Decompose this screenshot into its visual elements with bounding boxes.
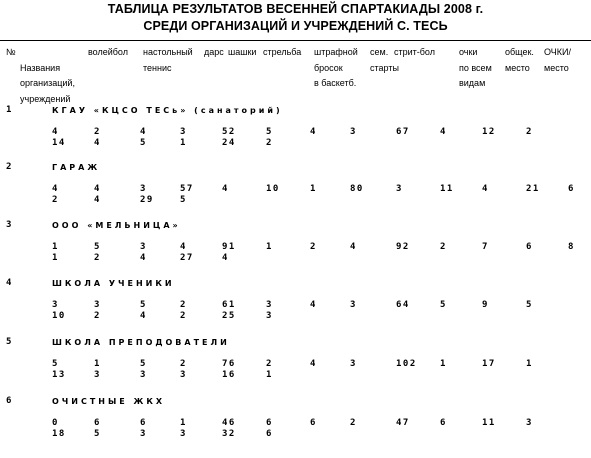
place-cell: 3 bbox=[180, 429, 187, 439]
place-cell: 2 bbox=[52, 195, 59, 205]
score-cell: 46 bbox=[222, 418, 236, 428]
place-cell: 2 bbox=[266, 138, 273, 148]
header-text: сем. bbox=[370, 47, 389, 57]
place-cell: 3 bbox=[140, 370, 147, 380]
score-cell: 5 bbox=[140, 300, 147, 310]
header-overall-place bbox=[505, 45, 534, 76]
score-cell: 4 bbox=[180, 242, 187, 252]
score-cell: 12 bbox=[482, 127, 496, 137]
score-cell: 6 bbox=[310, 418, 317, 428]
header-shooting bbox=[263, 45, 301, 61]
score-cell: 2 bbox=[310, 242, 317, 252]
header-text: видам bbox=[459, 78, 486, 88]
score-cell: 2 bbox=[94, 127, 101, 137]
score-cell: 5 bbox=[440, 300, 447, 310]
score-cell: 3 bbox=[350, 359, 357, 369]
score-cell: 76 bbox=[222, 359, 236, 369]
header-darts bbox=[204, 45, 224, 61]
score-cell: 1 bbox=[52, 242, 59, 252]
score-cell: 3 bbox=[526, 418, 533, 428]
organization-name: ООО «МЕЛЬНИЦА» bbox=[52, 221, 181, 230]
place-cell: 1 bbox=[52, 253, 59, 263]
place-cell: 1 bbox=[266, 370, 273, 380]
score-cell: 3 bbox=[396, 184, 403, 194]
score-cell: 1 bbox=[94, 359, 101, 369]
score-cell: 47 bbox=[396, 418, 410, 428]
place-cell: 14 bbox=[52, 138, 66, 148]
place-cell: 4 bbox=[140, 311, 147, 321]
score-cell: 3 bbox=[350, 300, 357, 310]
score-cell: 3 bbox=[350, 127, 357, 137]
header-text: Названия bbox=[20, 62, 61, 73]
score-cell: 2 bbox=[180, 359, 187, 369]
header-text: место bbox=[544, 62, 569, 73]
score-cell: 1 bbox=[180, 418, 187, 428]
place-cell: 16 bbox=[222, 370, 236, 380]
header-text: стрит-бол bbox=[394, 47, 435, 57]
place-cell: 3 bbox=[180, 370, 187, 380]
score-cell: 6 bbox=[526, 242, 533, 252]
row-number: 2 bbox=[6, 162, 13, 172]
header-text: стрельба bbox=[263, 47, 302, 57]
score-cell: 21 bbox=[526, 184, 540, 194]
place-cell: 5 bbox=[180, 195, 187, 205]
score-cell: 4 bbox=[52, 184, 59, 194]
score-cell: 11 bbox=[482, 418, 496, 428]
place-cell: 27 bbox=[180, 253, 194, 263]
score-cell: 17 bbox=[482, 359, 496, 369]
place-cell: 18 bbox=[52, 429, 66, 439]
score-cell: 91 bbox=[222, 242, 236, 252]
place-cell: 10 bbox=[52, 311, 66, 321]
place-cell: 24 bbox=[222, 138, 236, 148]
place-cell: 2 bbox=[180, 311, 187, 321]
score-cell: 67 bbox=[396, 127, 410, 137]
score-cell: 80 bbox=[350, 184, 364, 194]
score-cell: 4 bbox=[350, 242, 357, 252]
score-cell: 1 bbox=[440, 359, 447, 369]
header-table-tennis bbox=[143, 45, 193, 76]
header-text: волейбол bbox=[88, 47, 128, 57]
header-text: очки bbox=[459, 47, 478, 57]
place-cell: 5 bbox=[94, 429, 101, 439]
score-cell: 6 bbox=[568, 184, 575, 194]
score-cell: 4 bbox=[222, 184, 229, 194]
organization-name: ШКОЛА УЧЕНИКИ bbox=[52, 279, 175, 288]
place-cell: 6 bbox=[266, 429, 273, 439]
header-text: ОЧКИ/ bbox=[544, 47, 572, 57]
score-cell: 4 bbox=[310, 300, 317, 310]
score-cell: 5 bbox=[94, 242, 101, 252]
header-text: организаций, bbox=[20, 78, 75, 88]
document-title-line-1: ТАБЛИЦА РЕЗУЛЬТАТОВ ВЕСЕННЕЙ СПАРТАКИАДЫ 2008 г. bbox=[107, 2, 484, 16]
header-checkers bbox=[228, 45, 256, 61]
header-free-throw bbox=[314, 45, 358, 92]
score-cell: 4 bbox=[310, 359, 317, 369]
header-text: общек. bbox=[505, 47, 534, 57]
organization-name: ГАРАЖ bbox=[52, 163, 101, 172]
score-cell: 52 bbox=[222, 127, 236, 137]
place-cell: 4 bbox=[94, 138, 101, 148]
header-total-points bbox=[459, 45, 492, 92]
score-cell: 8 bbox=[568, 242, 575, 252]
header-name bbox=[6, 45, 75, 107]
score-cell: 3 bbox=[52, 300, 59, 310]
score-cell: 11 bbox=[440, 184, 454, 194]
place-cell: 4 bbox=[140, 253, 147, 263]
header-text: настольный bbox=[143, 47, 193, 57]
place-cell: 2 bbox=[94, 311, 101, 321]
score-cell: 4 bbox=[440, 127, 447, 137]
place-cell: 5 bbox=[140, 138, 147, 148]
score-cell: 2 bbox=[350, 418, 357, 428]
score-cell: 1 bbox=[266, 242, 273, 252]
score-cell: 5 bbox=[52, 359, 59, 369]
place-cell: 3 bbox=[140, 429, 147, 439]
score-cell: 4 bbox=[310, 127, 317, 137]
header-text: дарс bbox=[204, 47, 224, 57]
header-text: старты bbox=[370, 62, 399, 73]
place-cell: 29 bbox=[140, 195, 154, 205]
score-cell: 7 bbox=[482, 242, 489, 252]
row-number: 6 bbox=[6, 396, 13, 406]
score-cell: 10 bbox=[266, 184, 280, 194]
score-cell: 0 bbox=[52, 418, 59, 428]
score-cell: 57 bbox=[180, 184, 194, 194]
score-cell: 64 bbox=[396, 300, 410, 310]
row-number: 1 bbox=[6, 105, 13, 115]
table-header bbox=[0, 40, 591, 104]
organization-name: ШКОЛА ПРЕПОДОВАТЕЛИ bbox=[52, 338, 230, 347]
score-cell: 6 bbox=[140, 418, 147, 428]
header-text: бросок bbox=[314, 62, 343, 73]
header-text: учреждений bbox=[20, 93, 71, 104]
score-cell: 2 bbox=[180, 300, 187, 310]
score-cell: 1 bbox=[310, 184, 317, 194]
score-cell: 3 bbox=[140, 184, 147, 194]
score-cell: 9 bbox=[482, 300, 489, 310]
score-cell: 5 bbox=[140, 359, 147, 369]
row-number: 3 bbox=[6, 220, 13, 230]
score-cell: 3 bbox=[180, 127, 187, 137]
place-cell: 13 bbox=[52, 370, 66, 380]
place-cell: 3 bbox=[266, 311, 273, 321]
header-volleyball bbox=[88, 45, 128, 61]
score-cell: 2 bbox=[440, 242, 447, 252]
score-cell: 2 bbox=[266, 359, 273, 369]
header-text: шашки bbox=[228, 47, 257, 57]
score-cell: 4 bbox=[52, 127, 59, 137]
score-cell: 3 bbox=[266, 300, 273, 310]
place-cell: 2 bbox=[94, 253, 101, 263]
score-cell: 5 bbox=[266, 127, 273, 137]
place-cell: 3 bbox=[94, 370, 101, 380]
score-cell: 6 bbox=[94, 418, 101, 428]
score-cell: 4 bbox=[482, 184, 489, 194]
organization-name: ОЧИСТНЫЕ ЖКХ bbox=[52, 397, 166, 406]
score-cell: 6 bbox=[266, 418, 273, 428]
row-number: 5 bbox=[6, 337, 13, 347]
score-cell: 4 bbox=[94, 184, 101, 194]
score-cell: 4 bbox=[140, 127, 147, 137]
score-cell: 1 bbox=[526, 359, 533, 369]
document-title-line-2: СРЕДИ ОРГАНИЗАЦИЙ И УЧРЕЖДЕНИЙ С. ТЕСЬ bbox=[143, 19, 448, 33]
score-cell: 6 bbox=[440, 418, 447, 428]
header-text: штрафной bbox=[314, 47, 358, 57]
score-cell: 61 bbox=[222, 300, 236, 310]
score-cell: 5 bbox=[526, 300, 533, 310]
place-cell: 4 bbox=[222, 253, 229, 263]
score-cell: 92 bbox=[396, 242, 410, 252]
place-cell: 1 bbox=[180, 138, 187, 148]
place-cell: 32 bbox=[222, 429, 236, 439]
header-text: по всем bbox=[459, 62, 492, 73]
header-text: в баскетб. bbox=[314, 78, 357, 88]
score-cell: 102 bbox=[396, 359, 417, 369]
score-cell: 3 bbox=[94, 300, 101, 310]
place-cell: 25 bbox=[222, 311, 236, 321]
organization-name: КГАУ «КЦСО ТЕСь» (санаторий) bbox=[52, 106, 283, 115]
place-cell: 4 bbox=[94, 195, 101, 205]
score-cell: 3 bbox=[140, 242, 147, 252]
header-points-place bbox=[544, 45, 571, 76]
header-text: теннис bbox=[143, 62, 172, 73]
header-text: № bbox=[6, 47, 16, 57]
header-streetball bbox=[394, 45, 435, 61]
header-text: место bbox=[505, 62, 530, 73]
score-cell: 2 bbox=[526, 127, 533, 137]
row-number: 4 bbox=[6, 278, 13, 288]
